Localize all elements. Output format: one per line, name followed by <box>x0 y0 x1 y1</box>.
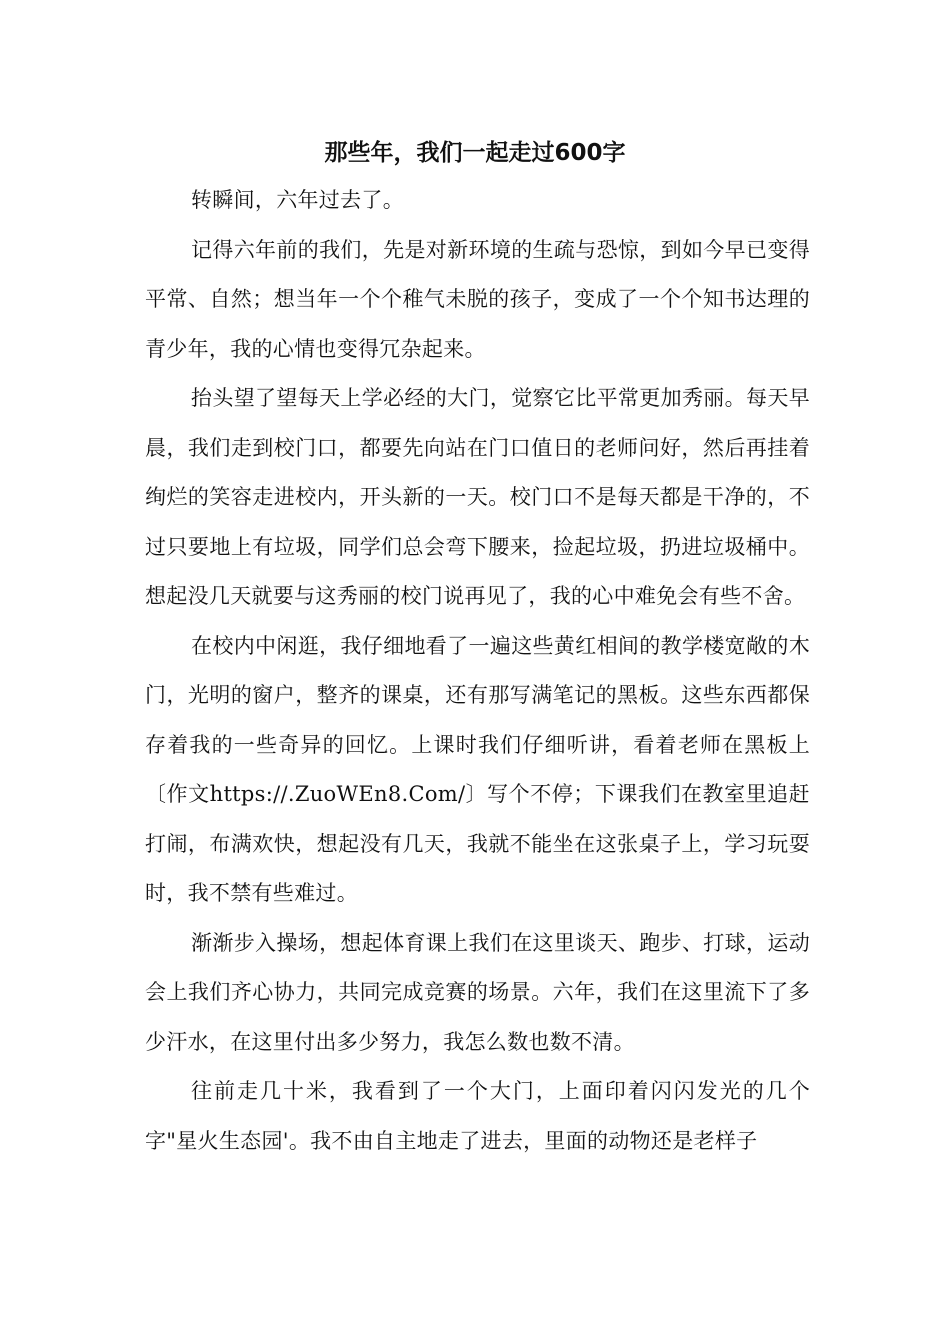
paragraph-6: 往前走几十米，我看到了一个大门，上面印着闪闪发光的几个字"星火生态园'。我不由自主地走了进去，里面的动物还是老样子 <box>145 1079 810 1153</box>
paragraph-3: 抬头望了望每天上学必经的大门，觉察它比平常更加秀丽。每天早晨，我们走到校门口，都要先向站在门口值日的老师问好，然后再挂着绚烂的笑容走进校内，开头新的一天。校门口不是每天都是干净的，不过只要地上有垃圾，同学们总会弯下腰来，捡起垃圾，扔进垃圾桶中。想起没几天就要与这秀丽的校门说再见了，我的心中难免会有些不舍。 <box>145 386 810 608</box>
paragraph-2: 记得六年前的我们，先是对新环境的生疏与恐惊，到如今早已变得平常、自然；想当年一个个稚气未脱的孩子，变成了一个个知书达理的青少年，我的心情也变得冗杂起来。 <box>145 237 810 361</box>
paragraph-4: 在校内中闲逛，我仔细地看了一遍这些黄红相间的教学楼宽敞的木门，光明的窗户，整齐的课桌，还有那写满笔记的黑板。这些东西都保存着我的一些奇异的回忆。上课时我们仔细听讲，看着老师在黑板上〔作文https://.ZuoWEn8.Com/〕写个不停；下课我们在教室里追赶打闹，布满欢快，想起没有几天，我就不能坐在这张桌子上，学习玩耍时，我不禁有些难过。 <box>145 633 810 905</box>
document-body <box>145 176 810 1166</box>
paragraph-5: 渐渐步入操场，想起体育课上我们在这里谈天、跑步、打球，运动会上我们齐心协力，共同完成竞赛的场景。六年，我们在这里流下了多少汗水，在这里付出多少努力，我怎么数也数不清。 <box>145 930 810 1054</box>
paragraph-1: 转瞬间，六年过去了。 <box>191 188 404 212</box>
document-title: 那些年，我们一起走过600字 <box>324 140 626 166</box>
